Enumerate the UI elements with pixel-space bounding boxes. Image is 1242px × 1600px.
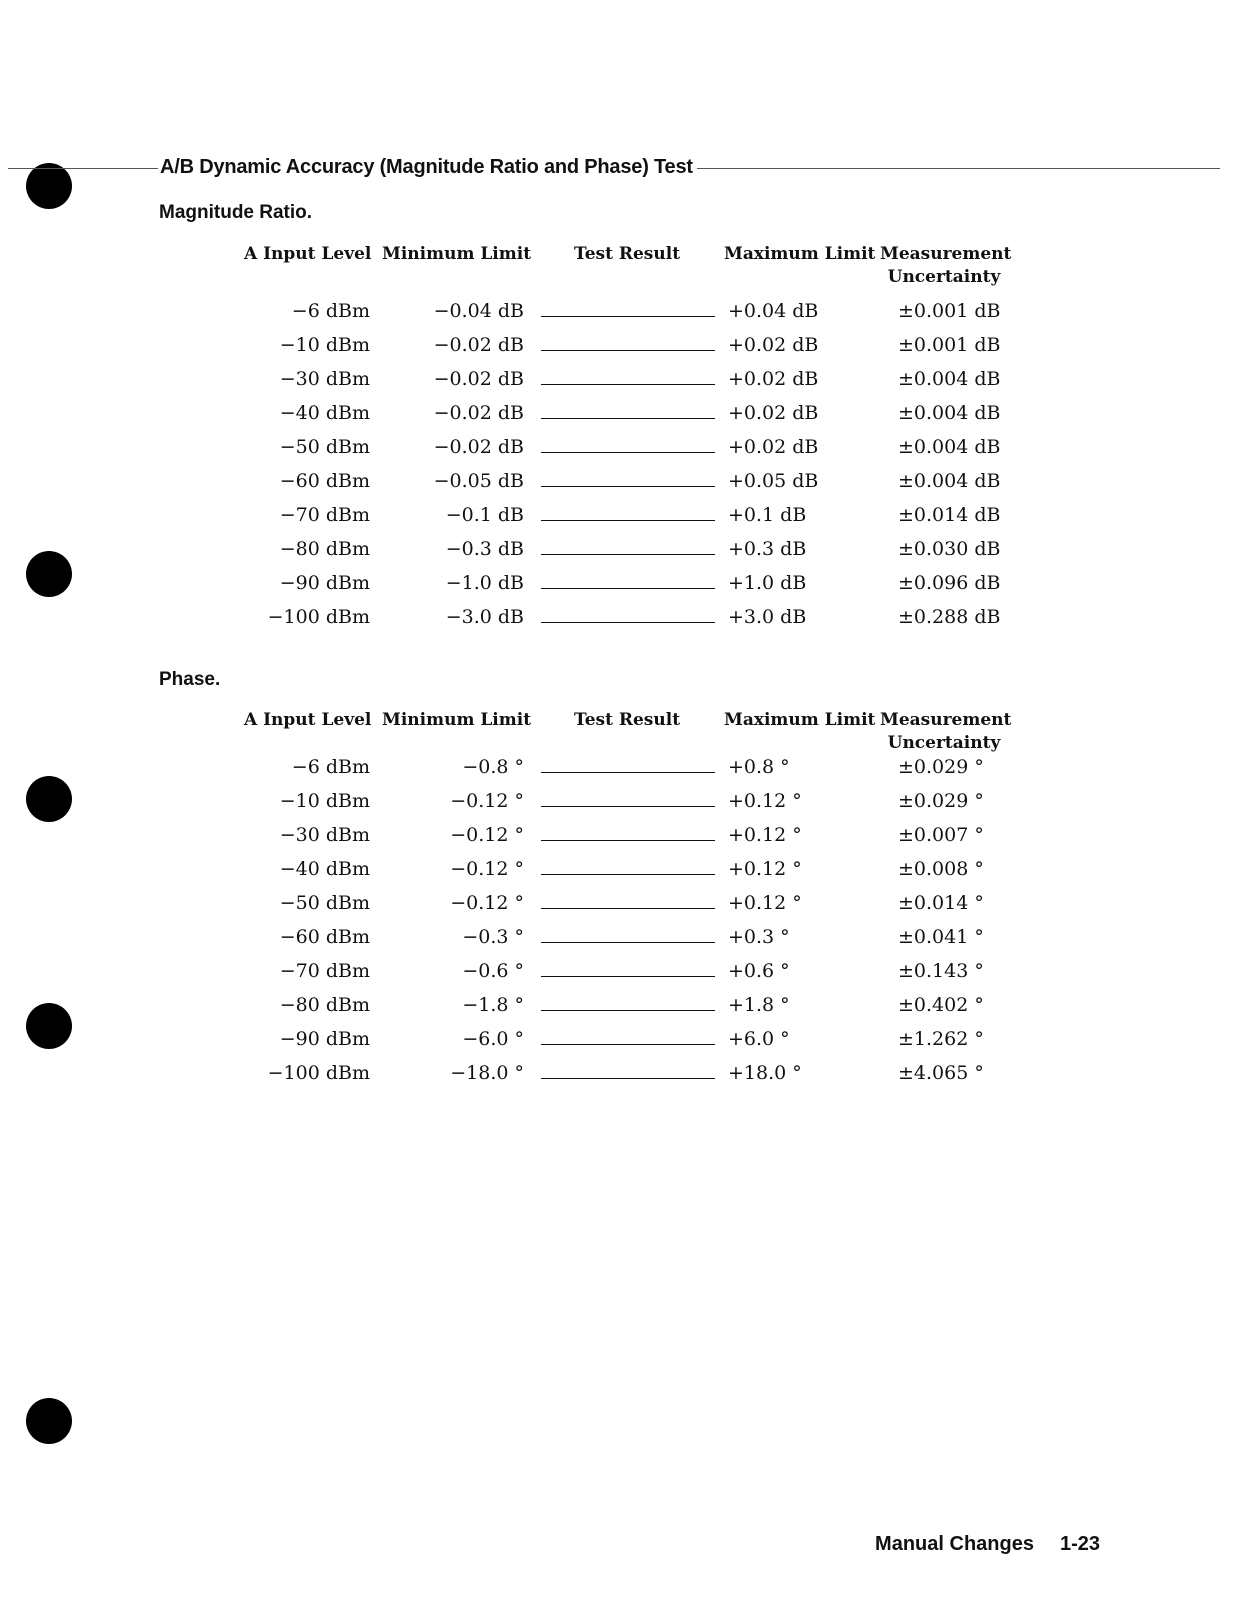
table-row: [0, 368, 1242, 402]
test-result-blank[interactable]: [541, 384, 715, 385]
test-result-blank[interactable]: [541, 1010, 715, 1011]
test-result-blank[interactable]: [541, 976, 715, 977]
table-row: [0, 334, 1242, 368]
column-header-uncertainty: [880, 709, 1012, 755]
input-level: −70 dBm: [279, 504, 370, 526]
minimum-limit: −0.3 °: [462, 926, 524, 948]
measurement-uncertainty: ±0.030 dB: [898, 538, 1001, 560]
table-row: [0, 470, 1242, 504]
column-header-test: Test Result: [574, 244, 681, 264]
input-level: −50 dBm: [279, 436, 370, 458]
measurement-uncertainty: ±0.041 °: [898, 926, 984, 948]
input-level: −80 dBm: [279, 538, 370, 560]
input-level: −50 dBm: [279, 892, 370, 914]
maximum-limit: +0.02 dB: [728, 436, 819, 458]
maximum-limit: +0.04 dB: [728, 300, 819, 322]
table-row: [0, 1028, 1242, 1062]
input-level: −60 dBm: [279, 470, 370, 492]
test-result-blank[interactable]: [541, 418, 715, 419]
column-header-uncertainty-line2: Uncertainty: [887, 267, 1001, 287]
measurement-uncertainty: ±0.007 °: [898, 824, 984, 846]
input-level: −90 dBm: [279, 1028, 370, 1050]
page-footer: [875, 1533, 1100, 1556]
table-row: [0, 756, 1242, 790]
column-header-input: A Input Level: [244, 710, 372, 730]
table-row: [0, 300, 1242, 334]
maximum-limit: +0.12 °: [728, 892, 802, 914]
column-header-uncertainty-line1: Measurement: [880, 244, 1012, 264]
measurement-uncertainty: ±0.014 dB: [898, 504, 1001, 526]
minimum-limit: −18.0 °: [450, 1062, 524, 1084]
binder-hole: [26, 163, 72, 209]
table-row: [0, 1062, 1242, 1096]
minimum-limit: −0.02 dB: [433, 334, 524, 356]
maximum-limit: +0.02 dB: [728, 368, 819, 390]
input-level: −40 dBm: [279, 402, 370, 424]
test-result-blank[interactable]: [541, 1044, 715, 1045]
table-row: [0, 994, 1242, 1028]
input-level: −60 dBm: [279, 926, 370, 948]
input-level: −70 dBm: [279, 960, 370, 982]
test-result-blank[interactable]: [541, 486, 715, 487]
minimum-limit: −0.8 °: [462, 756, 524, 778]
minimum-limit: −6.0 °: [462, 1028, 524, 1050]
column-header-input: A Input Level: [244, 244, 372, 264]
measurement-uncertainty: ±1.262 °: [898, 1028, 984, 1050]
minimum-limit: −3.0 dB: [445, 606, 524, 628]
measurement-uncertainty: ±0.402 °: [898, 994, 984, 1016]
column-header-min: Minimum Limit: [382, 244, 532, 264]
maximum-limit: +0.3 dB: [728, 538, 807, 560]
table-row: [0, 504, 1242, 538]
minimum-limit: −0.6 °: [462, 960, 524, 982]
maximum-limit: +6.0 °: [728, 1028, 790, 1050]
maximum-limit: +0.3 °: [728, 926, 790, 948]
column-header-max: Maximum Limit: [724, 244, 876, 264]
test-result-blank[interactable]: [541, 350, 715, 351]
magnitude-title: Magnitude Ratio.: [159, 202, 313, 223]
minimum-limit: −0.04 dB: [433, 300, 524, 322]
maximum-limit: +0.8 °: [728, 756, 790, 778]
maximum-limit: +3.0 dB: [728, 606, 807, 628]
binder-hole: [26, 1398, 72, 1444]
test-result-blank[interactable]: [541, 622, 715, 623]
test-result-blank[interactable]: [541, 316, 715, 317]
minimum-limit: −0.12 °: [450, 892, 524, 914]
minimum-limit: −0.12 °: [450, 858, 524, 880]
table-row: [0, 402, 1242, 436]
test-result-blank[interactable]: [541, 452, 715, 453]
minimum-limit: −0.02 dB: [433, 368, 524, 390]
test-result-blank[interactable]: [541, 520, 715, 521]
input-level: −90 dBm: [279, 572, 370, 594]
measurement-uncertainty: ±0.096 dB: [898, 572, 1001, 594]
column-header-min: Minimum Limit: [382, 710, 532, 730]
minimum-limit: −0.3 dB: [445, 538, 524, 560]
column-header-uncertainty-line2: Uncertainty: [887, 733, 1001, 753]
column-header-max: Maximum Limit: [724, 710, 876, 730]
input-level: −40 dBm: [279, 858, 370, 880]
measurement-uncertainty: ±0.288 dB: [898, 606, 1001, 628]
table-row: [0, 538, 1242, 572]
page-number: 1-23: [1059, 1533, 1100, 1555]
table-row: [0, 858, 1242, 892]
input-level: −100 dBm: [267, 606, 370, 628]
table-row: [0, 960, 1242, 994]
table-row: [0, 436, 1242, 470]
test-result-blank[interactable]: [541, 588, 715, 589]
maximum-limit: +1.8 °: [728, 994, 790, 1016]
table-row: [0, 572, 1242, 606]
maximum-limit: +1.0 dB: [728, 572, 807, 594]
test-result-blank[interactable]: [541, 772, 715, 773]
input-level: −80 dBm: [279, 994, 370, 1016]
minimum-limit: −1.0 dB: [445, 572, 524, 594]
measurement-uncertainty: ±0.001 dB: [898, 300, 1001, 322]
phase-title: Phase.: [159, 669, 221, 690]
table-row: [0, 926, 1242, 960]
measurement-uncertainty: ±0.029 °: [898, 756, 984, 778]
column-header-uncertainty-line1: Measurement: [880, 710, 1012, 730]
input-level: −30 dBm: [279, 824, 370, 846]
maximum-limit: +18.0 °: [728, 1062, 802, 1084]
maximum-limit: +0.1 dB: [728, 504, 807, 526]
maximum-limit: +0.02 dB: [728, 402, 819, 424]
test-result-blank[interactable]: [541, 840, 715, 841]
table-row: [0, 790, 1242, 824]
maximum-limit: +0.12 °: [728, 824, 802, 846]
input-level: −6 dBm: [291, 756, 370, 778]
minimum-limit: −0.05 dB: [433, 470, 524, 492]
input-level: −100 dBm: [267, 1062, 370, 1084]
minimum-limit: −0.12 °: [450, 824, 524, 846]
measurement-uncertainty: ±0.004 dB: [898, 368, 1001, 390]
maximum-limit: +0.6 °: [728, 960, 790, 982]
input-level: −6 dBm: [291, 300, 370, 322]
section-heading: A/B Dynamic Accuracy (Magnitude Ratio and Phase) Test: [158, 156, 697, 179]
measurement-uncertainty: ±0.029 °: [898, 790, 984, 812]
measurement-uncertainty: ±0.143 °: [898, 960, 984, 982]
test-result-blank[interactable]: [541, 806, 715, 807]
minimum-limit: −0.02 dB: [433, 402, 524, 424]
column-header-test: Test Result: [574, 710, 681, 730]
table-row: [0, 606, 1242, 640]
test-result-blank[interactable]: [541, 1078, 715, 1079]
measurement-uncertainty: ±0.008 °: [898, 858, 984, 880]
input-level: −10 dBm: [279, 334, 370, 356]
measurement-uncertainty: ±0.004 dB: [898, 402, 1001, 424]
input-level: −30 dBm: [279, 368, 370, 390]
input-level: −10 dBm: [279, 790, 370, 812]
measurement-uncertainty: ±0.004 dB: [898, 470, 1001, 492]
table-row: [0, 824, 1242, 858]
measurement-uncertainty: ±0.001 dB: [898, 334, 1001, 356]
test-result-blank[interactable]: [541, 908, 715, 909]
maximum-limit: +0.05 dB: [728, 470, 819, 492]
footer-section: Manual Changes: [875, 1533, 1034, 1555]
minimum-limit: −1.8 °: [462, 994, 524, 1016]
column-header-uncertainty: [880, 243, 1012, 289]
minimum-limit: −0.12 °: [450, 790, 524, 812]
measurement-uncertainty: ±4.065 °: [898, 1062, 984, 1084]
maximum-limit: +0.12 °: [728, 790, 802, 812]
minimum-limit: −0.1 dB: [445, 504, 524, 526]
maximum-limit: +0.12 °: [728, 858, 802, 880]
test-result-blank[interactable]: [541, 874, 715, 875]
minimum-limit: −0.02 dB: [433, 436, 524, 458]
test-result-blank[interactable]: [541, 942, 715, 943]
test-result-blank[interactable]: [541, 554, 715, 555]
measurement-uncertainty: ±0.014 °: [898, 892, 984, 914]
measurement-uncertainty: ±0.004 dB: [898, 436, 1001, 458]
table-row: [0, 892, 1242, 926]
maximum-limit: +0.02 dB: [728, 334, 819, 356]
